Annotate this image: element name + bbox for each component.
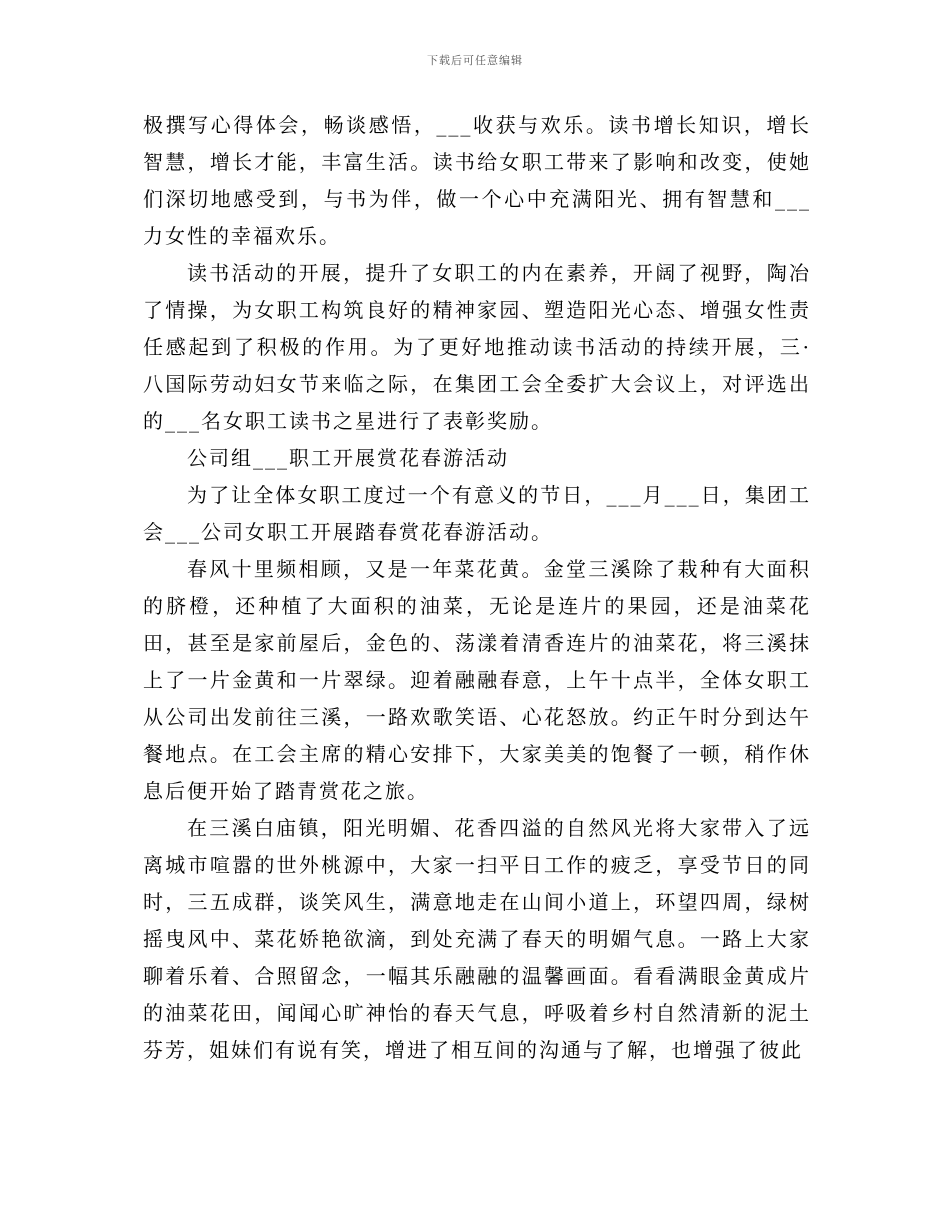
page-header: 下载后可任意编辑 bbox=[427, 54, 523, 67]
section-heading: 公司组___职工开展赏花春游活动 bbox=[187, 446, 509, 470]
paragraph-5: 在三溪白庙镇，阳光明媚、花香四溢的自然风光将大家带入了远离城市喧嚣的世外桃源中，大家一扫平日工作的疲乏，享受节日的同时，三五成群，谈笑风生，满意地走在山间小道上，环望四周，绿树摇曳风中、菜花娇艳欲滴，到处充满了春天的明媚气息。一路上大家聊着乐着、合照留念，一幅其乐融融的温馨画面。看看满眼金黄成片的油菜花田，闻闻心旷神怡的春天气息，呼吸着乡村自然清新的泥土芬芳，姐妹们有说有笑，增进了相互间的沟通与了解，也增强了彼此 bbox=[143, 816, 811, 1062]
paragraph-4: 春风十里频相顾，又是一年菜花黄。金堂三溪除了栽种有大面积的脐橙，还种植了大面积的油菜，无论是连片的果园，还是油菜花田，甚至是家前屋后，金色的、荡漾着清香连片的油菜花，将三溪抹上了一片金黄和一片翠绿。迎着融融春意，上午十点半，全体女职工从公司出发前往三溪，一路欢歌笑语、心花怒放。约正午时分到达午餐地点。在工会主席的精心安排下，大家美美的饱餐了一顿，稍作休息后便开始了踏青赏花之旅。 bbox=[143, 557, 811, 803]
paragraph-3: 为了让全体女职工度过一个有意义的节日，___月___日，集团工会___公司女职工开展踏春赏花春游活动。 bbox=[143, 483, 811, 544]
paragraph-2: 读书活动的开展，提升了女职工的内在素养，开阔了视野，陶冶了情操，为女职工构筑良好的精神家园、塑造阳光心态、增强女性责任感起到了积极的作用。为了更好地推动读书活动的持续开展，三·八国际劳动妇女节来临之际，在集团工会全委扩大会议上，对评选出的___名女职工读书之星进行了表彰奖励。 bbox=[143, 261, 811, 433]
paragraph-1: 极撰写心得体会，畅谈感悟，___收获与欢乐。读书增长知识，增长智慧，增长才能，丰富生活。读书给女职工带来了影响和改变，使她们深切地感受到，与书为伴，做一个心中充满阳光、拥有智慧和___力女性的幸福欢乐。 bbox=[143, 113, 811, 248]
document-body bbox=[143, 107, 811, 1069]
